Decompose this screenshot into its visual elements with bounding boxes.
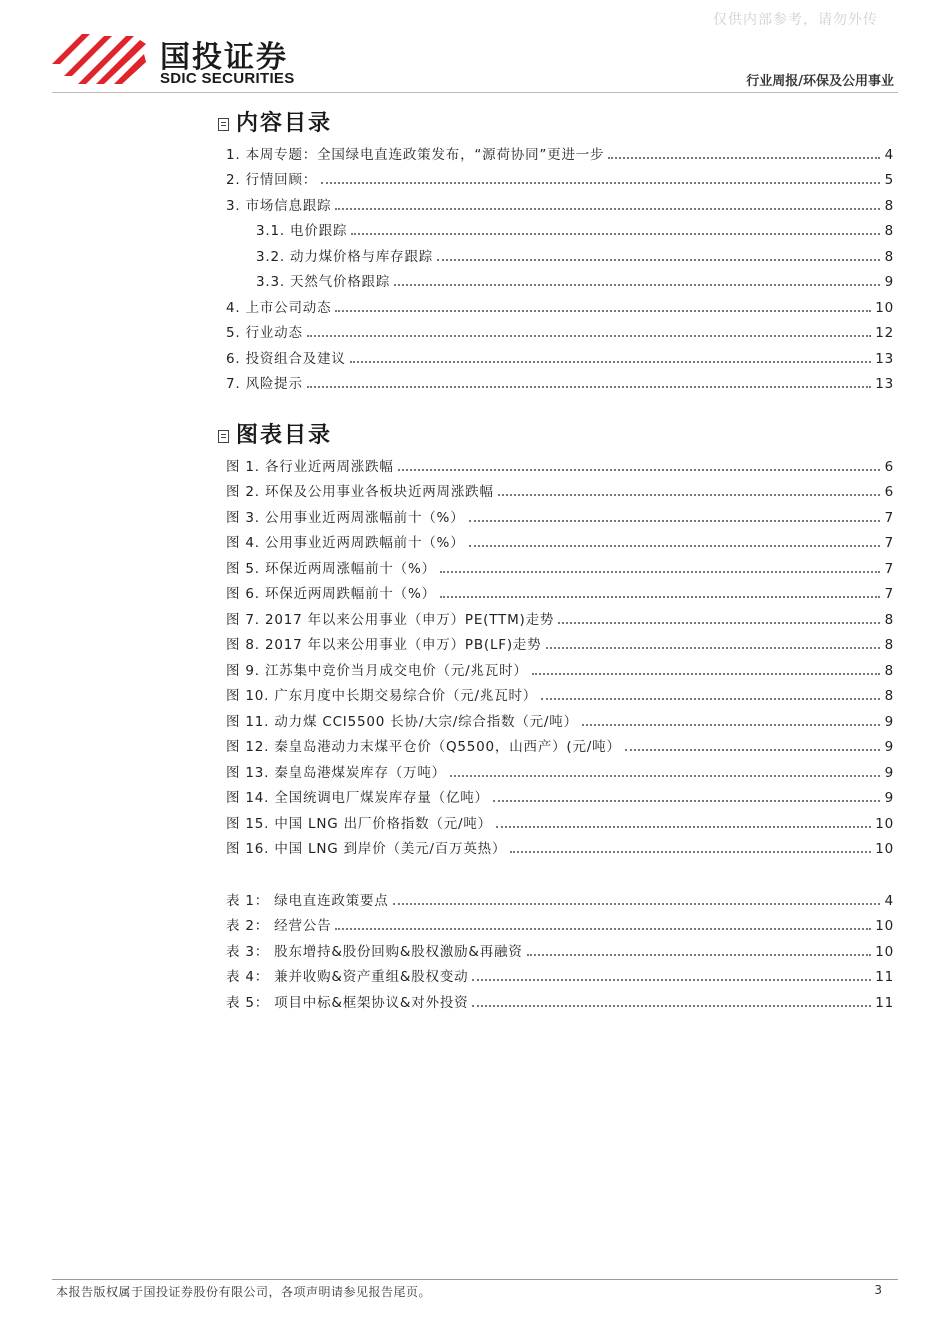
page-number: 3 — [874, 1283, 882, 1297]
figure-entry-page: 6 — [884, 484, 894, 500]
figure-entry-page: 7 — [884, 586, 894, 602]
dot-leader — [398, 469, 880, 471]
figure-entry[interactable] — [226, 781, 894, 807]
table-entry[interactable] — [226, 934, 894, 960]
toc-entry-label: 7. 风险提示 — [226, 376, 303, 392]
toc-entry[interactable] — [226, 265, 894, 291]
company-logo — [52, 30, 322, 90]
dot-leader — [608, 157, 880, 159]
toc-entry[interactable] — [226, 163, 894, 189]
figure-entry[interactable] — [226, 577, 894, 603]
table-entry[interactable] — [226, 960, 894, 986]
toc-entry[interactable] — [226, 137, 894, 163]
toc-entry-page: 8 — [884, 248, 894, 265]
dot-leader — [307, 335, 871, 337]
dot-leader — [546, 647, 880, 649]
dot-leader — [472, 979, 871, 981]
table-entry-page: 10 — [875, 943, 894, 960]
toc-entry-page: 9 — [884, 274, 894, 290]
dot-leader — [350, 361, 872, 363]
dot-leader — [335, 310, 871, 312]
table-entry-page: 4 — [884, 892, 894, 909]
figure-entry-page: 8 — [884, 637, 894, 653]
dot-leader — [393, 903, 880, 905]
dot-leader — [498, 494, 880, 496]
toc-entry-label: 3.1. 电价跟踪 — [256, 223, 348, 239]
document-icon — [218, 118, 229, 131]
dot-leader — [527, 954, 872, 956]
table-entry-label: 表 2： 经营公告 — [226, 918, 332, 934]
dot-leader — [440, 596, 880, 598]
figure-entry[interactable] — [226, 500, 894, 526]
figure-entry[interactable] — [226, 730, 894, 756]
toc-title: 内容目录 — [218, 106, 332, 137]
toc-entry-page: 8 — [884, 223, 894, 239]
figure-entry-label: 图 14. 全国统调电厂煤炭库存量（亿吨） — [226, 790, 489, 806]
figure-entry-label: 图 2. 环保及公用事业各板块近两周涨跌幅 — [226, 484, 494, 500]
dot-leader — [496, 826, 871, 828]
toc-entry-page: 13 — [875, 350, 894, 367]
dot-leader — [351, 233, 880, 235]
toc-entry[interactable] — [226, 239, 894, 265]
dot-leader — [493, 800, 880, 802]
header-divider — [52, 92, 898, 93]
figure-entry-page: 9 — [884, 790, 894, 806]
toc-entry-page: 12 — [875, 325, 894, 341]
figure-entry[interactable] — [226, 475, 894, 501]
logo-stripes-icon — [52, 34, 148, 86]
toc-entry-page: 10 — [875, 299, 894, 316]
figure-entry[interactable] — [226, 602, 894, 628]
toc-entry[interactable] — [226, 341, 894, 367]
toc-entry-page: 8 — [884, 197, 894, 214]
toc-entry[interactable] — [226, 367, 894, 393]
table-entry[interactable] — [226, 985, 894, 1011]
figure-entry-label: 图 9. 江苏集中竞价当月成交电价（元/兆瓦时） — [226, 662, 528, 679]
dot-leader — [307, 386, 871, 388]
toc-entry-label: 1. 本周专题：全国绿电直连政策发布，“源荷协同”更进一步 — [226, 146, 605, 163]
figure-entry[interactable] — [226, 628, 894, 654]
figure-entry-page: 8 — [884, 662, 894, 679]
figure-entry-label: 图 8. 2017 年以来公用事业（申万）PB(LF)走势 — [226, 637, 542, 653]
figure-entry[interactable] — [226, 679, 894, 705]
dot-leader — [532, 673, 880, 675]
figure-entry-page: 9 — [884, 713, 894, 730]
toc-entry[interactable] — [226, 188, 894, 214]
figure-entry[interactable] — [226, 832, 894, 858]
dot-leader — [469, 520, 881, 522]
toc-entry-label: 5. 行业动态 — [226, 325, 303, 341]
toc-entry-label: 4. 上市公司动态 — [226, 299, 332, 316]
figure-entry[interactable] — [226, 449, 894, 475]
table-entry-label: 表 3： 股东增持&股份回购&股权激励&再融资 — [226, 943, 523, 960]
dot-leader — [321, 182, 880, 184]
dot-leader — [394, 284, 880, 286]
dot-leader — [440, 571, 880, 573]
table-entry-page: 11 — [875, 994, 894, 1011]
figure-entry-page: 7 — [884, 535, 894, 551]
figures-title: 图表目录 — [218, 418, 332, 449]
figure-entry-page: 8 — [884, 688, 894, 704]
figure-entry-page: 9 — [884, 739, 894, 755]
dot-leader — [437, 259, 880, 261]
figure-entry[interactable] — [226, 806, 894, 832]
table-entry-label: 表 5： 项目中标&框架协议&对外投资 — [226, 994, 469, 1011]
toc-entry-label: 3.3. 天然气价格跟踪 — [256, 274, 391, 290]
dot-leader — [625, 749, 880, 751]
figures-toc-list — [226, 449, 894, 857]
figure-entry[interactable] — [226, 653, 894, 679]
dot-leader — [450, 775, 880, 777]
tables-toc-list — [226, 883, 894, 1011]
toc-entry-label: 3.2. 动力煤价格与库存跟踪 — [256, 248, 434, 265]
dot-leader — [541, 698, 880, 700]
figure-entry-label: 图 15. 中国 LNG 出厂价格指数（元/吨） — [226, 815, 492, 832]
watermark: 仅供内部参考，请勿外传 — [713, 12, 878, 28]
content-toc-list — [226, 137, 894, 392]
figure-entry-page: 6 — [884, 458, 894, 475]
figure-entry-label: 图 11. 动力煤 CCI5500 长协/大宗/综合指数（元/吨） — [226, 713, 578, 730]
toc-entry-label: 2. 行情回顾： — [226, 172, 318, 188]
dot-leader — [335, 208, 880, 210]
figure-entry[interactable] — [226, 704, 894, 730]
figure-entry[interactable] — [226, 551, 894, 577]
figure-entry-label: 图 5. 环保近两周涨幅前十（%） — [226, 560, 436, 577]
toc-entry[interactable] — [226, 316, 894, 342]
dot-leader — [510, 851, 871, 853]
footer-disclaimer: 本报告版权属于国投证券股份有限公司，各项声明请参见报告尾页。 — [56, 1285, 432, 1299]
table-entry-page: 11 — [875, 969, 894, 985]
logo-english-name: SDIC SECURITIES — [160, 70, 295, 87]
toc-entry[interactable] — [226, 290, 894, 316]
dot-leader — [469, 545, 881, 547]
figure-entry-label: 图 6. 环保近两周跌幅前十（%） — [226, 586, 436, 602]
figure-entry-label: 图 10. 广东月度中长期交易综合价（元/兆瓦时） — [226, 688, 538, 704]
dot-leader — [558, 622, 880, 624]
table-entry-page: 10 — [875, 918, 894, 934]
footer-divider — [52, 1279, 898, 1280]
dot-leader — [472, 1005, 871, 1007]
dot-leader — [335, 928, 871, 930]
toc-entry-page: 4 — [884, 146, 894, 163]
report-type: 行业周报/环保及公用事业 — [746, 74, 894, 89]
figure-entry-label: 图 13. 秦皇岛港煤炭库存（万吨） — [226, 764, 446, 781]
table-entry-label: 表 4： 兼并收购&资产重组&股权变动 — [226, 969, 469, 985]
figure-entry-label: 图 16. 中国 LNG 到岸价（美元/百万英热） — [226, 841, 507, 857]
figure-entry[interactable] — [226, 755, 894, 781]
dot-leader — [582, 724, 880, 726]
figure-entry-label: 图 1. 各行业近两周涨跌幅 — [226, 458, 394, 475]
toc-entry-label: 3. 市场信息跟踪 — [226, 197, 332, 214]
toc-entry-label: 6. 投资组合及建议 — [226, 350, 346, 367]
figure-entry-page: 10 — [875, 841, 894, 857]
figure-entry-label: 图 3. 公用事业近两周涨幅前十（%） — [226, 509, 465, 526]
document-icon — [218, 430, 229, 443]
toc-entry-page: 5 — [884, 172, 894, 188]
figure-entry-page: 7 — [884, 509, 894, 526]
table-entry-label: 表 1： 绿电直连政策要点 — [226, 892, 389, 909]
table-entry[interactable] — [226, 883, 894, 909]
figure-entry-page: 9 — [884, 764, 894, 781]
figure-entry-page: 7 — [884, 560, 894, 577]
logo-chinese-name: 国投证券 — [160, 40, 288, 75]
toc-entry[interactable] — [226, 214, 894, 240]
figure-entry-label: 图 12. 秦皇岛港动力末煤平仓价（Q5500，山西产）(元/吨） — [226, 739, 621, 755]
figure-entry-label: 图 7. 2017 年以来公用事业（申万）PE(TTM)走势 — [226, 611, 555, 628]
toc-entry-page: 13 — [875, 376, 894, 392]
figure-entry[interactable] — [226, 526, 894, 552]
figure-entry-page: 8 — [884, 611, 894, 628]
figure-entry-page: 10 — [875, 815, 894, 832]
table-entry[interactable] — [226, 909, 894, 935]
figure-entry-label: 图 4. 公用事业近两周跌幅前十（%） — [226, 535, 465, 551]
